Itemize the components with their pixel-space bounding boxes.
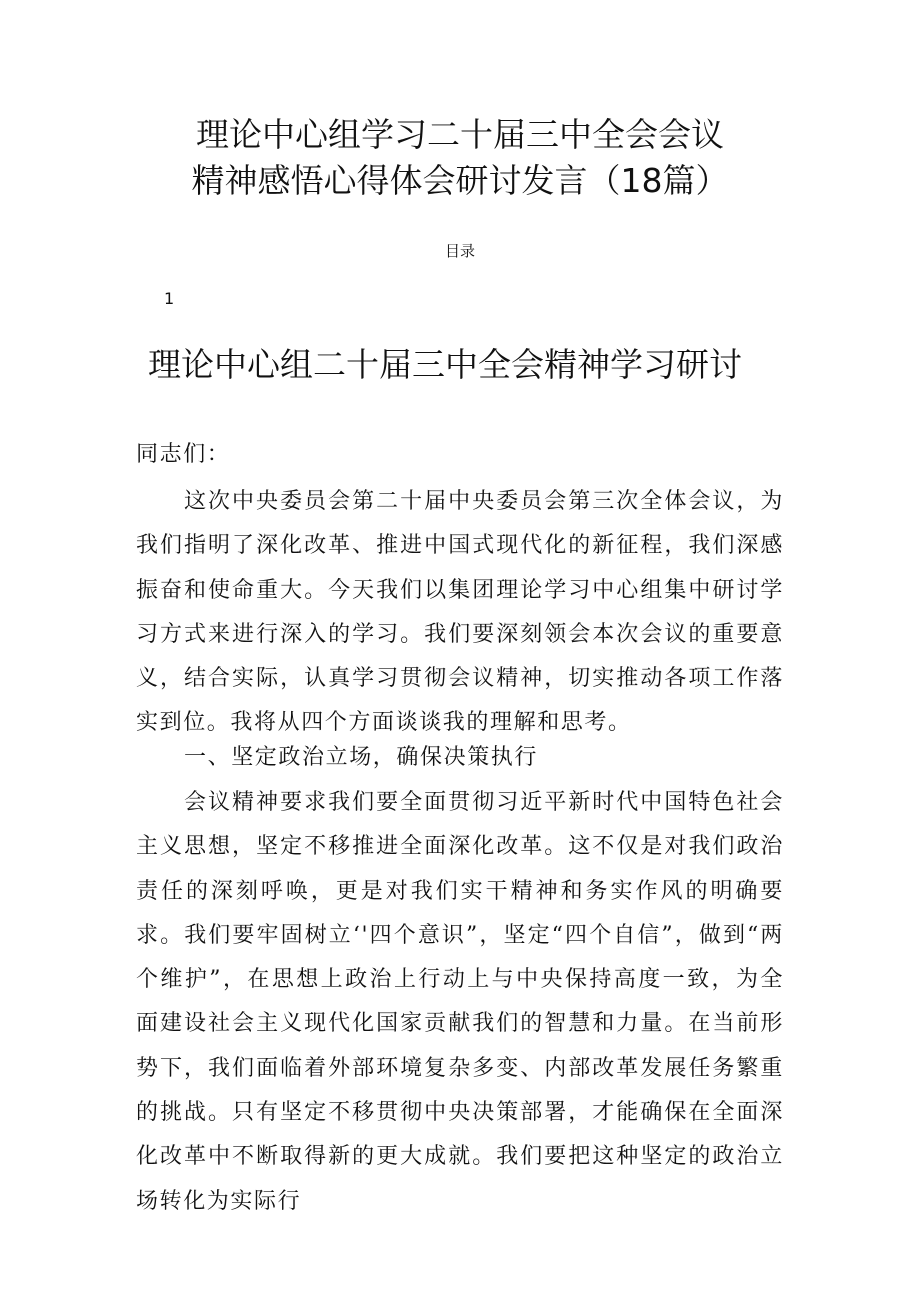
paragraph-section-one: 会议精神要求我们要全面贯彻习近平新时代中国特色社会主义思想，坚定不移推进全面深化改革。这不仅是对我们政治责任的深刻呼唤，更是对我们实干精神和务实作风的明确要求。我们要牢固树立‘'四个意识”，坚定“四个自信”，做到“两个维护”，在思想上政治上行动上与中央保持高度一致，为全面建设社会主义现代化国家贡献我们的智慧和力量。在当前形势下，我们面临着外部环境复杂多变、内部改革发展任务繁重的挑战。只有坚定不移贯彻中央决策部署，才能确保在全面深化改革中不断取得新的更大成就。我们要把这种坚定的政治立场转化为实际行 xyxy=(136,790,784,1214)
salutation: 同志们： xyxy=(136,442,231,467)
document-title-line-1: 理论中心组学习二十届三中全会会议 xyxy=(196,115,724,154)
section-title: 理论中心组二十届三中全会精神学习研讨 xyxy=(148,345,742,384)
subheading-one: 一、坚定政治立场，确保决策执行 xyxy=(184,745,539,770)
toc-entry-number: 1 xyxy=(164,289,175,308)
toc-heading: 目录 xyxy=(444,242,475,260)
document-title-line-2: 精神感悟心得体会研讨发言（18篇） xyxy=(191,161,729,200)
paragraph-intro: 这次中央委员会第二十届中央委员会第三次全体会议，为我们指明了深化改革、推进中国式现代化的新征程，我们深感振奋和使命重大。今天我们以集团理论学习中心组集中研讨学习方式来进行深入的学习。我们要深刻领会本次会议的重要意义，结合实际，认真学习贯彻会议精神，切实推动各项工作落实到位。我将从四个方面谈谈我的理解和思考。 xyxy=(136,489,784,736)
